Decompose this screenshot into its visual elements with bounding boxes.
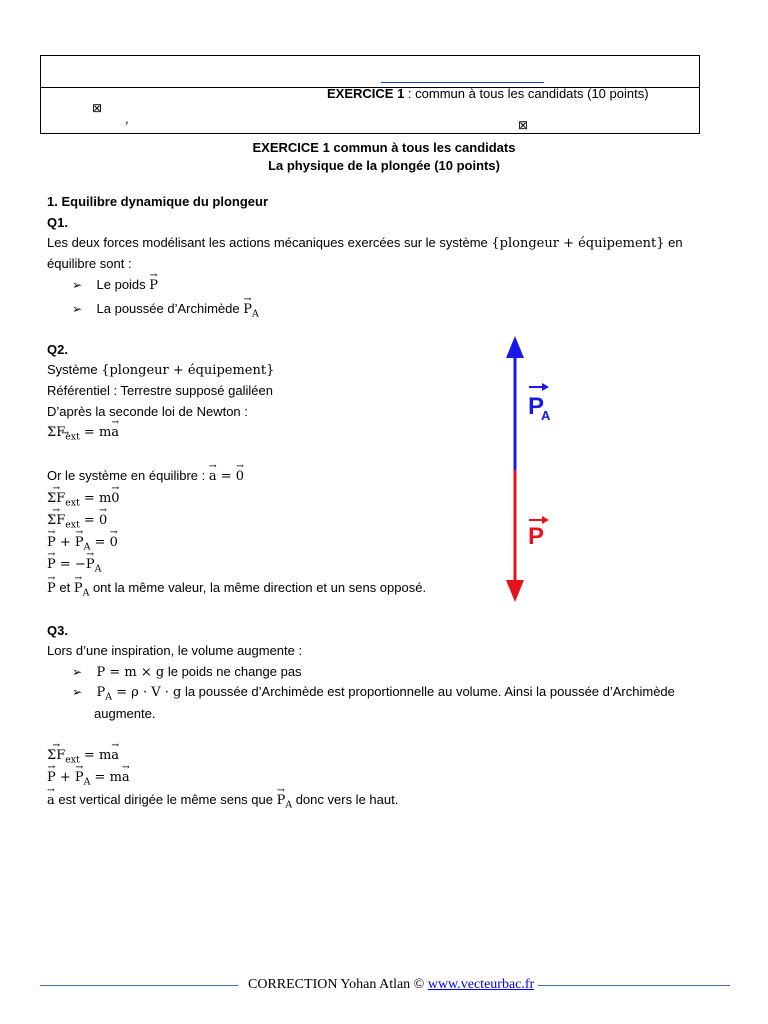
title-line-2: La physique de la plongée (10 points) bbox=[268, 158, 500, 173]
header-exercise-rest: : commun à tous les candidats (10 points) bbox=[404, 86, 649, 101]
q1-bullet1-text: Le poids bbox=[96, 277, 150, 292]
q3-bullet2-text: la poussée d’Archimède est proportionnelle au volume. Ainsi la poussée d’Archimède bbox=[181, 684, 675, 699]
header-exercise-label: EXERCICE 1 bbox=[327, 86, 405, 101]
q1-bullet2: ➢ La poussée d’Archimède → $P_A$ bbox=[72, 301, 259, 319]
q3-eq2: → P + → $P_A = m\to a$ bbox=[47, 770, 130, 787]
footer-line-right bbox=[538, 985, 730, 986]
pa-label: P bbox=[528, 393, 545, 420]
header-exercise bbox=[327, 86, 649, 101]
footer bbox=[248, 977, 534, 993]
section1-heading: 1. Equilibre dynamique du plongeur bbox=[47, 194, 269, 209]
p-arrow-head bbox=[506, 580, 524, 602]
q1-label: Q1. bbox=[47, 215, 68, 230]
q1-bullet2-text: La poussée d’Archimède bbox=[96, 301, 244, 316]
footer-text: CORRECTION Yohan Atlan © bbox=[248, 977, 428, 992]
q1-text-a: Les deux forces modélisant les actions mécaniques exercées sur le système bbox=[47, 235, 492, 250]
header-comma: , bbox=[125, 111, 129, 126]
q3-bullet2-cont: augmente. bbox=[94, 706, 156, 721]
q1-text-line1 bbox=[47, 235, 683, 251]
q3-bullet1-text: le poids ne change pas bbox=[164, 664, 302, 679]
q2-et: et bbox=[55, 580, 74, 595]
q1-text-b: en bbox=[664, 235, 683, 250]
q2-line9-text: ont la même valeur, la même direction et un sens opposé. bbox=[89, 580, 427, 595]
pa-label-sub: A bbox=[541, 408, 551, 423]
arrow-bullet-icon: ➢ bbox=[72, 685, 83, 699]
q3-eq1: → $\Sigma F_{ext} = m\to a$ bbox=[47, 748, 119, 765]
force-diagram bbox=[490, 330, 570, 610]
q2-line2: Référentiel : Terrestre supposé galiléen bbox=[47, 383, 273, 398]
q1-system: {plongeur + équipement} bbox=[491, 236, 665, 251]
pa-arrow-head bbox=[506, 336, 524, 358]
q3-bullet1 bbox=[72, 664, 302, 680]
q3-bullet1-math: P = m × g bbox=[96, 665, 165, 680]
q3-bullet2-p: P bbox=[96, 685, 106, 700]
checkbox-icon: ⊠ bbox=[92, 101, 103, 115]
arrow-bullet-icon: ➢ bbox=[72, 278, 83, 292]
p-label: P bbox=[528, 523, 545, 550]
q3-last-line: → a est vertical dirigée le même sens que → $P_A$ donc vers le haut. bbox=[47, 792, 398, 810]
q3-bullet2 bbox=[72, 684, 675, 702]
q2-line4-text: Or le système en équilibre : bbox=[47, 468, 209, 483]
q2-line1 bbox=[47, 362, 274, 378]
footer-line-left bbox=[40, 985, 238, 986]
q2-eq2: → $\Sigma F_{ext}$ = → 0 bbox=[47, 513, 107, 530]
q2-eq1: → $\Sigma F_{ext} = m\to 0$ bbox=[47, 491, 120, 508]
q2-eq3: → P + → $P_A$ = → 0 bbox=[47, 535, 118, 552]
q1-bullet1: ➢ Le poids → P bbox=[72, 277, 158, 293]
q3-last-a: est vertical dirigée le même sens que bbox=[54, 792, 277, 807]
title-line-1: EXERCICE 1 commun à tous les candidats bbox=[252, 140, 516, 155]
q2-line3: D’après la seconde loi de Newton : bbox=[47, 404, 248, 419]
q2-line1-system: {plongeur + équipement} bbox=[101, 363, 275, 378]
q1-text-line2: équilibre sont : bbox=[47, 256, 132, 271]
q2-line9: → P et → $P_A$ ont la même valeur, la même direction et un sens opposé. bbox=[47, 580, 426, 598]
q2-line4: Or le système en équilibre : → a = → 0 bbox=[47, 468, 244, 484]
q2-newton-eq: $\Sigma F_{ext} = m\to a$ bbox=[47, 425, 119, 442]
checkbox-icon: ⊠ bbox=[518, 118, 529, 132]
footer-link[interactable]: www.vecteurbac.fr bbox=[427, 977, 535, 992]
q3-label: Q3. bbox=[47, 623, 68, 638]
header-blue-line bbox=[381, 82, 544, 83]
q3-last-b: donc vers le haut. bbox=[292, 792, 399, 807]
q2-eq4: → P = −→ $P_A$ bbox=[47, 557, 101, 574]
q3-bullet2-eq: = ρ · V · g bbox=[112, 685, 182, 700]
arrow-bullet-icon: ➢ bbox=[72, 665, 83, 679]
q3-bullet2-sub: A bbox=[105, 691, 113, 703]
arrow-bullet-icon: ➢ bbox=[72, 302, 83, 316]
q2-line1-a: Système bbox=[47, 362, 102, 377]
q3-line1: Lors d’une inspiration, le volume augmente : bbox=[47, 643, 303, 658]
q2-label: Q2. bbox=[47, 342, 68, 357]
